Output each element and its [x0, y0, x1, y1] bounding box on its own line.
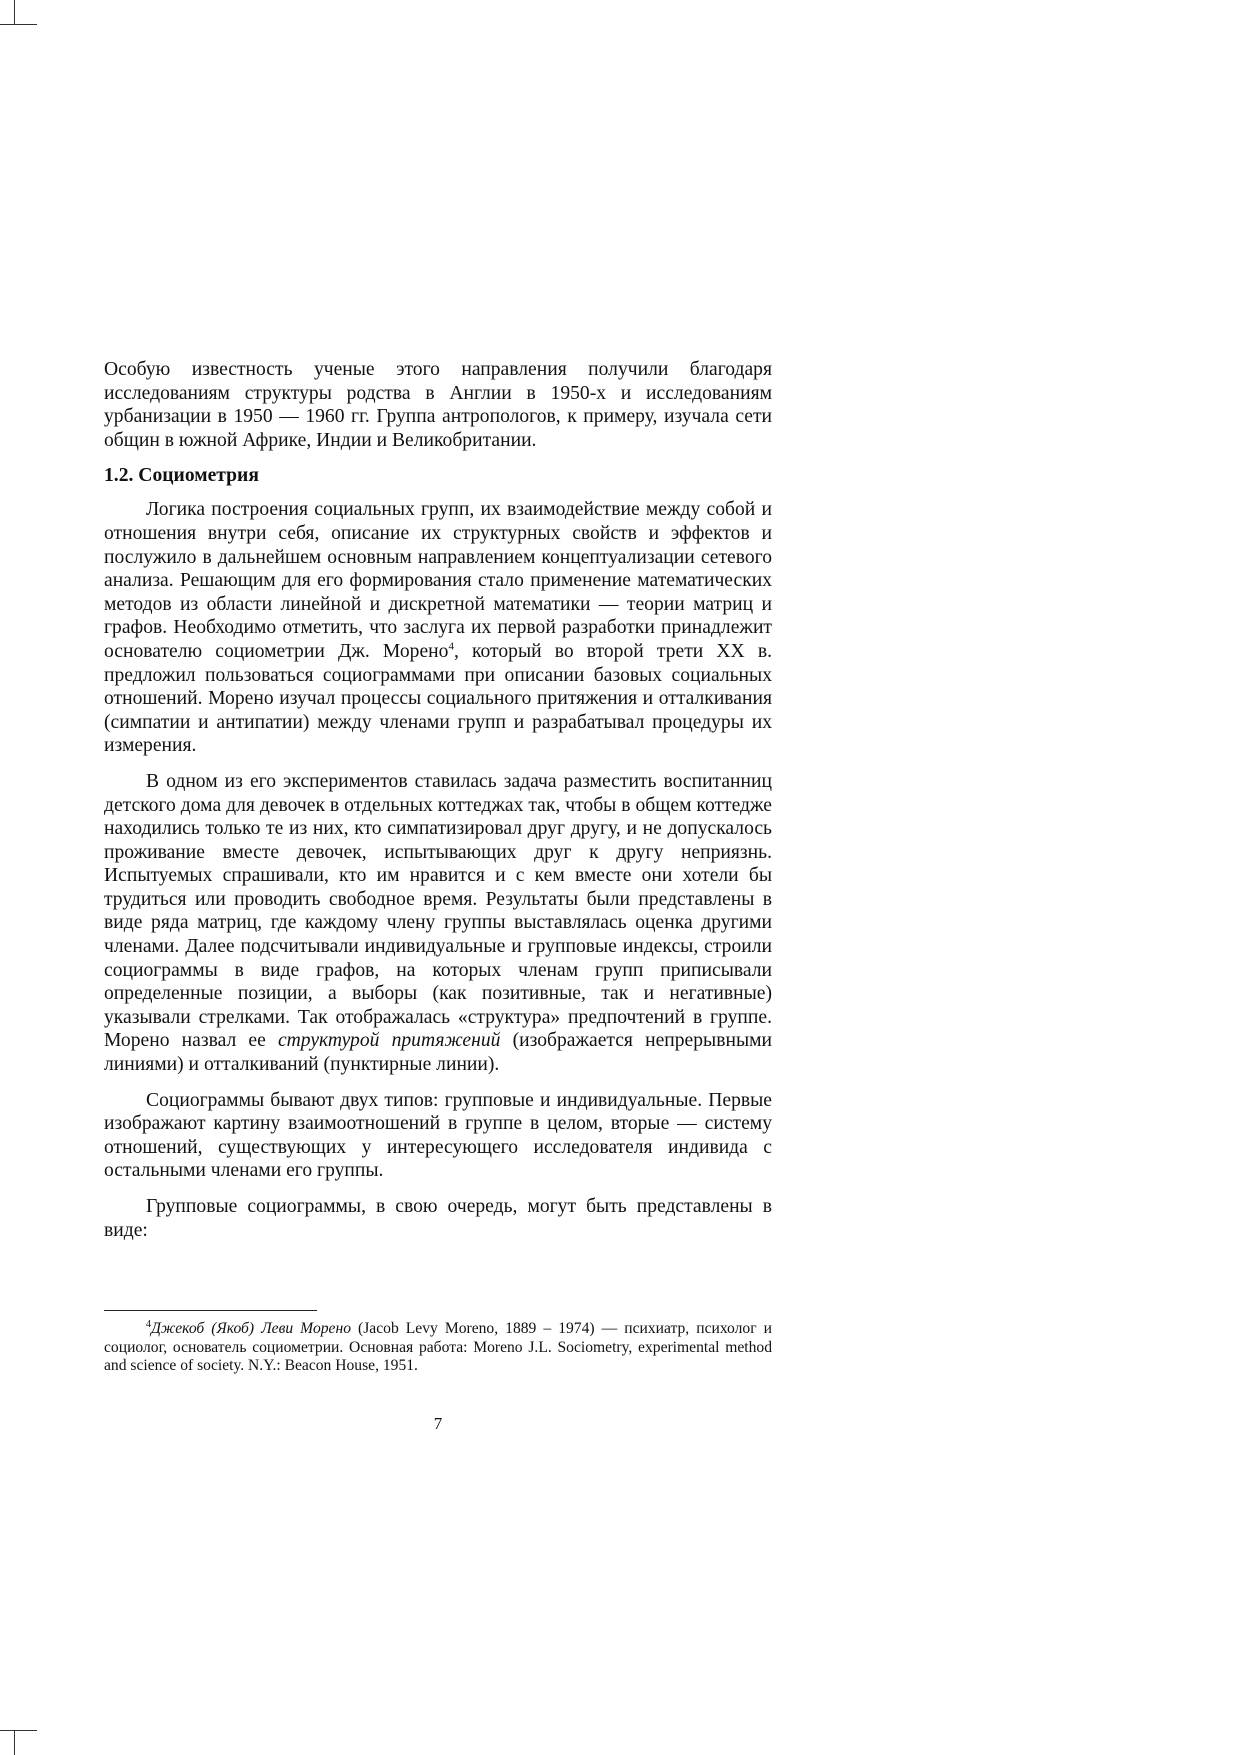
footnote-reference[interactable]: 4 [448, 640, 454, 653]
footnote-text: (Jacob Levy Moreno, 1889 – 1974) — психиатр, психолог и социолог, основатель социометрии. Основная работа: Moreno J.L. Sociometry, experimental method and science of society. N.Y.: Beacon House, 1951. [104, 1320, 772, 1375]
paragraph-group-sociograms: Групповые социограммы, в свою очередь, могут быть представлены в виде: [104, 1196, 772, 1241]
section-heading: 1.2. Социометрия [104, 465, 259, 487]
footnote-separator [104, 1310, 317, 1311]
main-text-column [104, 358, 772, 1254]
crop-mark-top-horizontal [0, 24, 37, 25]
paragraph-text: (изображается непрерывными линиями) и отталкиваний (пунктирные линии). [104, 1030, 772, 1076]
crop-mark-bottom-vertical [14, 1730, 15, 1755]
footnote [104, 1320, 772, 1376]
paragraph-sociometry-logic [104, 498, 772, 758]
paragraph-text: Логика построения социальных групп, их взаимодействие между собой и отношения внутри себя, описание их структурных свойств и эффектов и послужило в дальнейшем основным направлением концептуализации сетевого анализа. Решающим для его формирования стало применение математических методов из области линейной и дискретной математики — теории матриц и графов. Необходимо отметить, что заслуга их первой разработки принадлежит основателю социометрии Дж. Морено [104, 499, 772, 662]
paragraph-intro: Особую известность ученые этого направления получили благодаря исследованиям структуры родства в Англии в 1950-х и исследованиям урбанизации в 1950 — 1960 гг. Группа антропологов, к примеру, изучала сети общин в южной Африке, Индии и Великобритании. [104, 359, 772, 451]
paragraph-sociogram-types: Социограммы бывают двух типов: групповые и индивидуальные. Первые изображают картину взаимоотношений в группе в целом, вторые — систему отношений, существующих у интересующего исследователя индивида с остальными членами его группы. [104, 1089, 772, 1182]
footnote-area [104, 1310, 772, 1376]
footnote-number: 4 [146, 1318, 151, 1330]
page-number: 7 [433, 1414, 443, 1433]
paragraph-text: , который во второй трети XX в. предложил пользоваться социограммами при описании базовых социальных отношений. Морено изучал процессы социального притяжения и отталкивания (симпатии и антипатии) между членами групп и разрабатывал процедуры их измерения. [104, 640, 772, 757]
crop-mark-top-vertical [14, 0, 15, 25]
paragraph-experiment [104, 770, 772, 1077]
crop-mark-bottom-horizontal [0, 1730, 37, 1731]
paragraph-text: В одном из его экспериментов ставилась задача разместить воспитанниц детского дома для девочек в отдельных коттеджах так, чтобы в общем коттедже находились только те из них, кто симпатизировал друг другу, и не допускалось проживание вместе девочек, испытывающих друг к другу неприязнь. Испытуемых спрашивали, кто им нравится и с кем вместе они хотели бы трудиться или проводить свободное время. Результаты были представлены в виде ряда матриц, где каждому члену группы выставлялась оценка другими членами. Далее подсчитывали индивидуальные и групповые индексы, строили социограммы в виде графов, на которых членам групп приписывали определенные позиции, а выборы (как позитивные, так и негативные) указывали стрелками. Так отображалась «структура» предпочтений в группе. Морено назвал ее [104, 770, 772, 1052]
footnote-person-name: Джекоб (Якоб) Леви Морено [151, 1320, 352, 1337]
emphasis-term: структурой притяжений [277, 1030, 501, 1052]
